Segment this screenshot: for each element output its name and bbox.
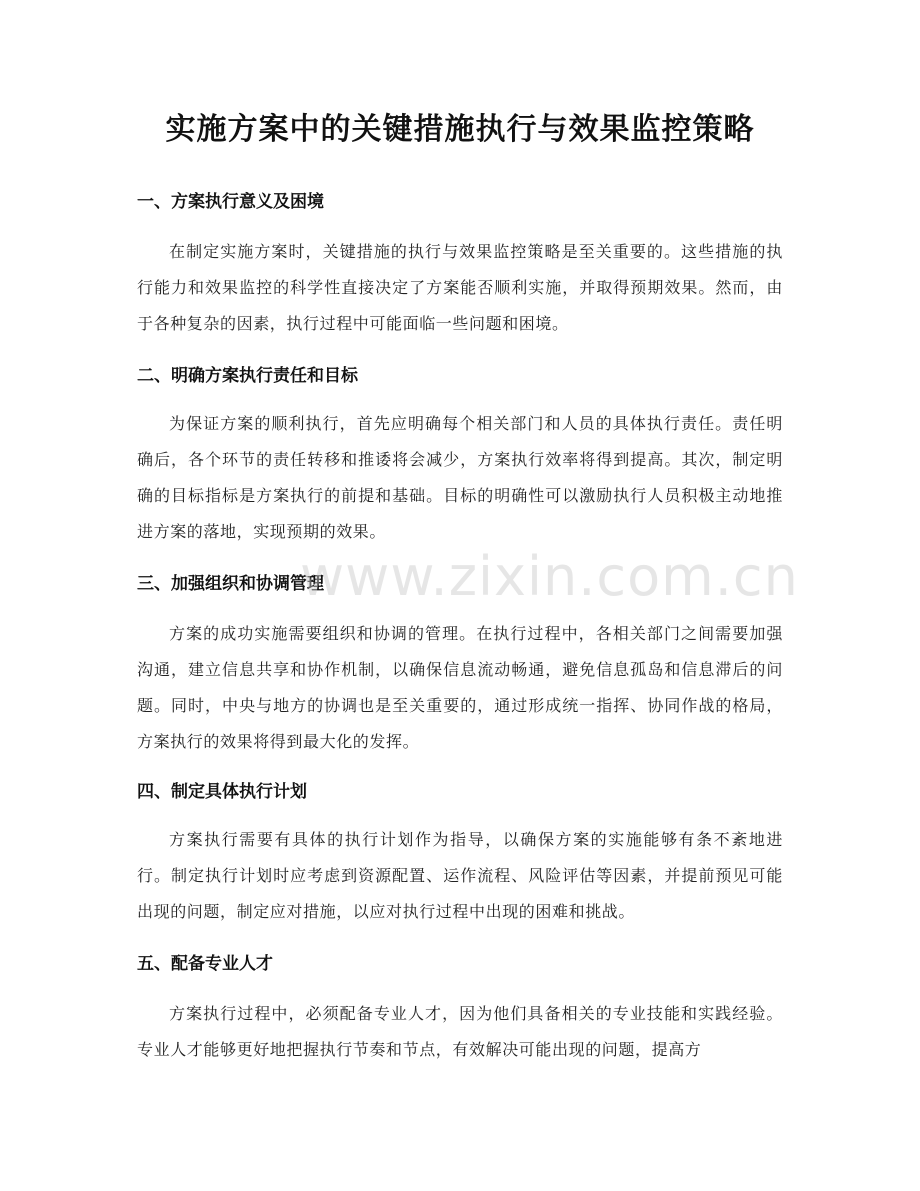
document-title: 实施方案中的关键措施执行与效果监控策略: [165, 112, 755, 147]
section-heading-1: 一、方案执行意义及困境: [137, 192, 324, 212]
section-paragraph-1: 在制定实施方案时，关键措施的执行与效果监控策略是至关重要的。这些措施的执行能力和效果监控的科学性直接决定了方案能否顺利实施，并取得预期效果。然而，由于各种复杂的因素，执行过程中可能面临一些问题和困境。: [137, 242, 783, 333]
section-heading-2: 二、明确方案执行责任和目标: [137, 366, 358, 386]
section-heading-3: 三、加强组织和协调管理: [137, 574, 324, 594]
section-paragraph-2: 为保证方案的顺利执行，首先应明确每个相关部门和人员的具体执行责任。责任明确后，各个环节的责任转移和推诿将会减少，方案执行效率将得到提高。其次，制定明确的目标指标是方案执行的前提和基础。目标的明确性可以激励执行人员积极主动地推进方案的落地，实现预期的效果。: [137, 414, 783, 541]
section-paragraph-5: 方案执行过程中，必须配备专业人才，因为他们具备相关的专业技能和实践经验。专业人才能够更好地把握执行节奏和节点，有效解决可能出现的问题，提高方: [137, 1004, 783, 1059]
section-paragraph-3: 方案的成功实施需要组织和协调的管理。在执行过程中，各相关部门之间需要加强沟通，建立信息共享和协作机制，以确保信息流动畅通，避免信息孤岛和信息滞后的问题。同时，中央与地方的协调也是至关重要的，通过形成统一指挥、协同作战的格局，方案执行的效果将得到最大化的发挥。: [137, 624, 783, 751]
watermark: www.zixin.com.cn: [300, 545, 799, 608]
section-heading-4: 四、制定具体执行计划: [137, 782, 307, 802]
section-heading-5: 五、配备专业人才: [137, 954, 273, 974]
section-paragraph-4: 方案执行需要有具体的执行计划作为指导，以确保方案的实施能够有条不紊地进行。制定执行计划时应考虑到资源配置、运作流程、风险评估等因素，并提前预见可能出现的问题，制定应对措施，以应对执行过程中出现的困难和挑战。: [137, 830, 783, 921]
